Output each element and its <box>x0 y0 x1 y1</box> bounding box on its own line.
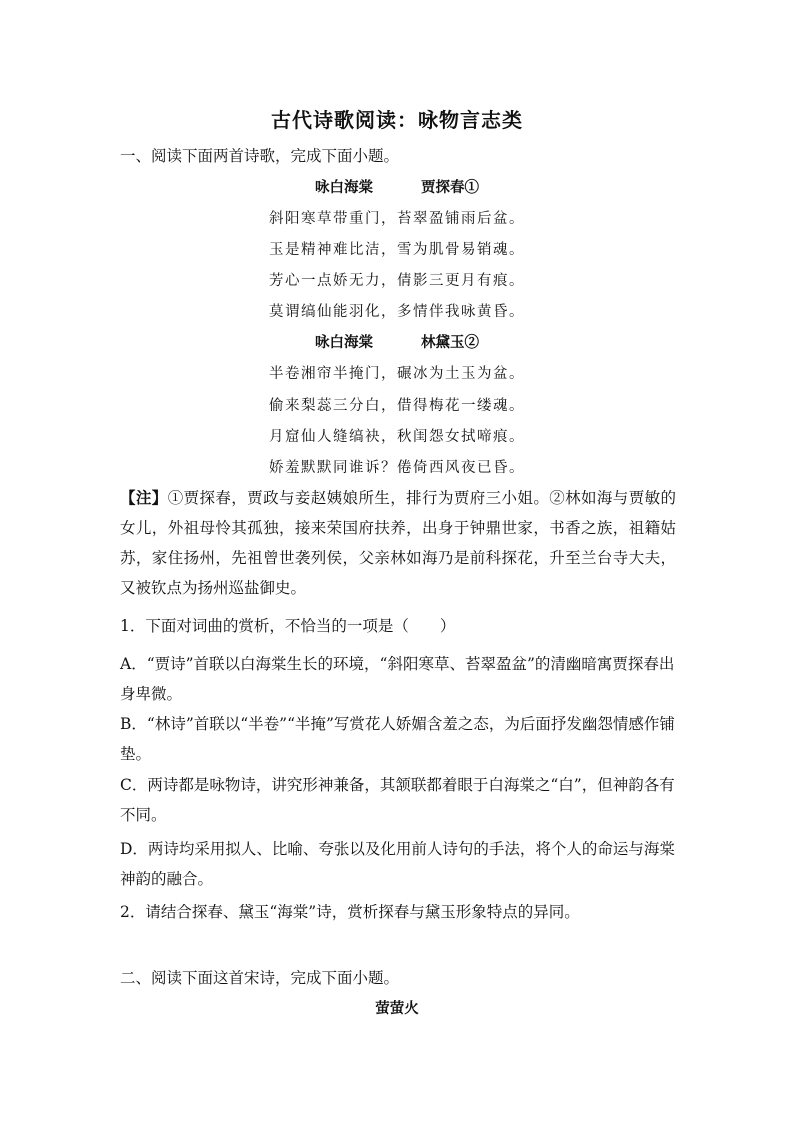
poem1-line-2: 玉是精神难比洁，雪为肌骨易销魂。 <box>269 242 525 258</box>
poem2-line-3: 月窟仙人缝缟袂，秋闺怨女拭啼痕。 <box>269 429 525 445</box>
note-label: 【注】 <box>120 488 168 507</box>
option-b: B．“林诗”首联以“半卷”“半掩”写赏花人娇媚含羞之态，为后面抒发幽怨情感作铺垫。 <box>120 715 675 763</box>
option-a: A．“贾诗”首联以白海棠生长的环境，“斜阳寒草、苔翠盈盆”的清幽暗寓贾探春出身卑微。 <box>120 655 675 703</box>
note-text: ①贾探春，贾政与妾赵姨娘所生，排行为贾府三小姐。②林如海与贾敏的女儿，外祖母怜其孤独，接来荣国府扶养，出身于钟鼎世家，书香之族，祖籍姑苏，家住扬州，先祖曾世袭列侯，父亲林如海乃是前科探花，升至兰台寺大夫，又被钦点为扬州巡盐御史。 <box>120 489 676 597</box>
poem1-title: 咏白海棠 <box>315 179 373 196</box>
poem1-title-line <box>0 176 794 197</box>
question-1: 1．下面对词曲的赏析，不恰当的一项是（ ） <box>120 617 456 635</box>
poem1-line-3: 芳心一点娇无力，倩影三更月有痕。 <box>269 273 525 289</box>
option-d: D．两诗均采用拟人、比喻、夸张以及化用前人诗句的手法，将个人的命运与海棠神韵的融合。 <box>120 840 675 888</box>
section1-heading: 一、阅读下面两首诗歌，完成下面小题。 <box>120 147 400 165</box>
poem2-author: 林黛玉② <box>421 334 479 351</box>
section2-heading: 二、阅读下面这首宋诗，完成下面小题。 <box>120 969 400 987</box>
poem2-line-4: 娇羞默默同谁诉？倦倚西风夜已昏。 <box>269 460 525 476</box>
poem2-title: 咏白海棠 <box>315 334 373 351</box>
option-c: C．两诗都是咏物诗，讲究形神兼备，其颔联都着眼于白海棠之“白”，但神韵各有不同。 <box>120 776 675 824</box>
question-2: 2．请结合探春、黛玉“海棠”诗，赏析探春与黛玉形象特点的异同。 <box>120 903 580 921</box>
poem1-author: 贾探春① <box>421 179 479 196</box>
page-title: 古代诗歌阅读：咏物言志类 <box>271 108 523 132</box>
poem2-line-2: 偷来梨蕊三分白，借得梅花一缕魂。 <box>269 398 525 414</box>
poem2-line-1: 半卷湘帘半掩门，碾冰为土玉为盆。 <box>269 366 525 382</box>
poem1-line-4: 莫谓缟仙能羽化，多情伴我咏黄昏。 <box>269 304 525 320</box>
section2-poem-title: 萤萤火 <box>375 1000 419 1017</box>
poem1-line-1: 斜阳寒草带重门，苔翠盈铺雨后盆。 <box>269 211 525 227</box>
poem2-title-line <box>0 331 794 352</box>
annotation-note <box>120 483 676 603</box>
